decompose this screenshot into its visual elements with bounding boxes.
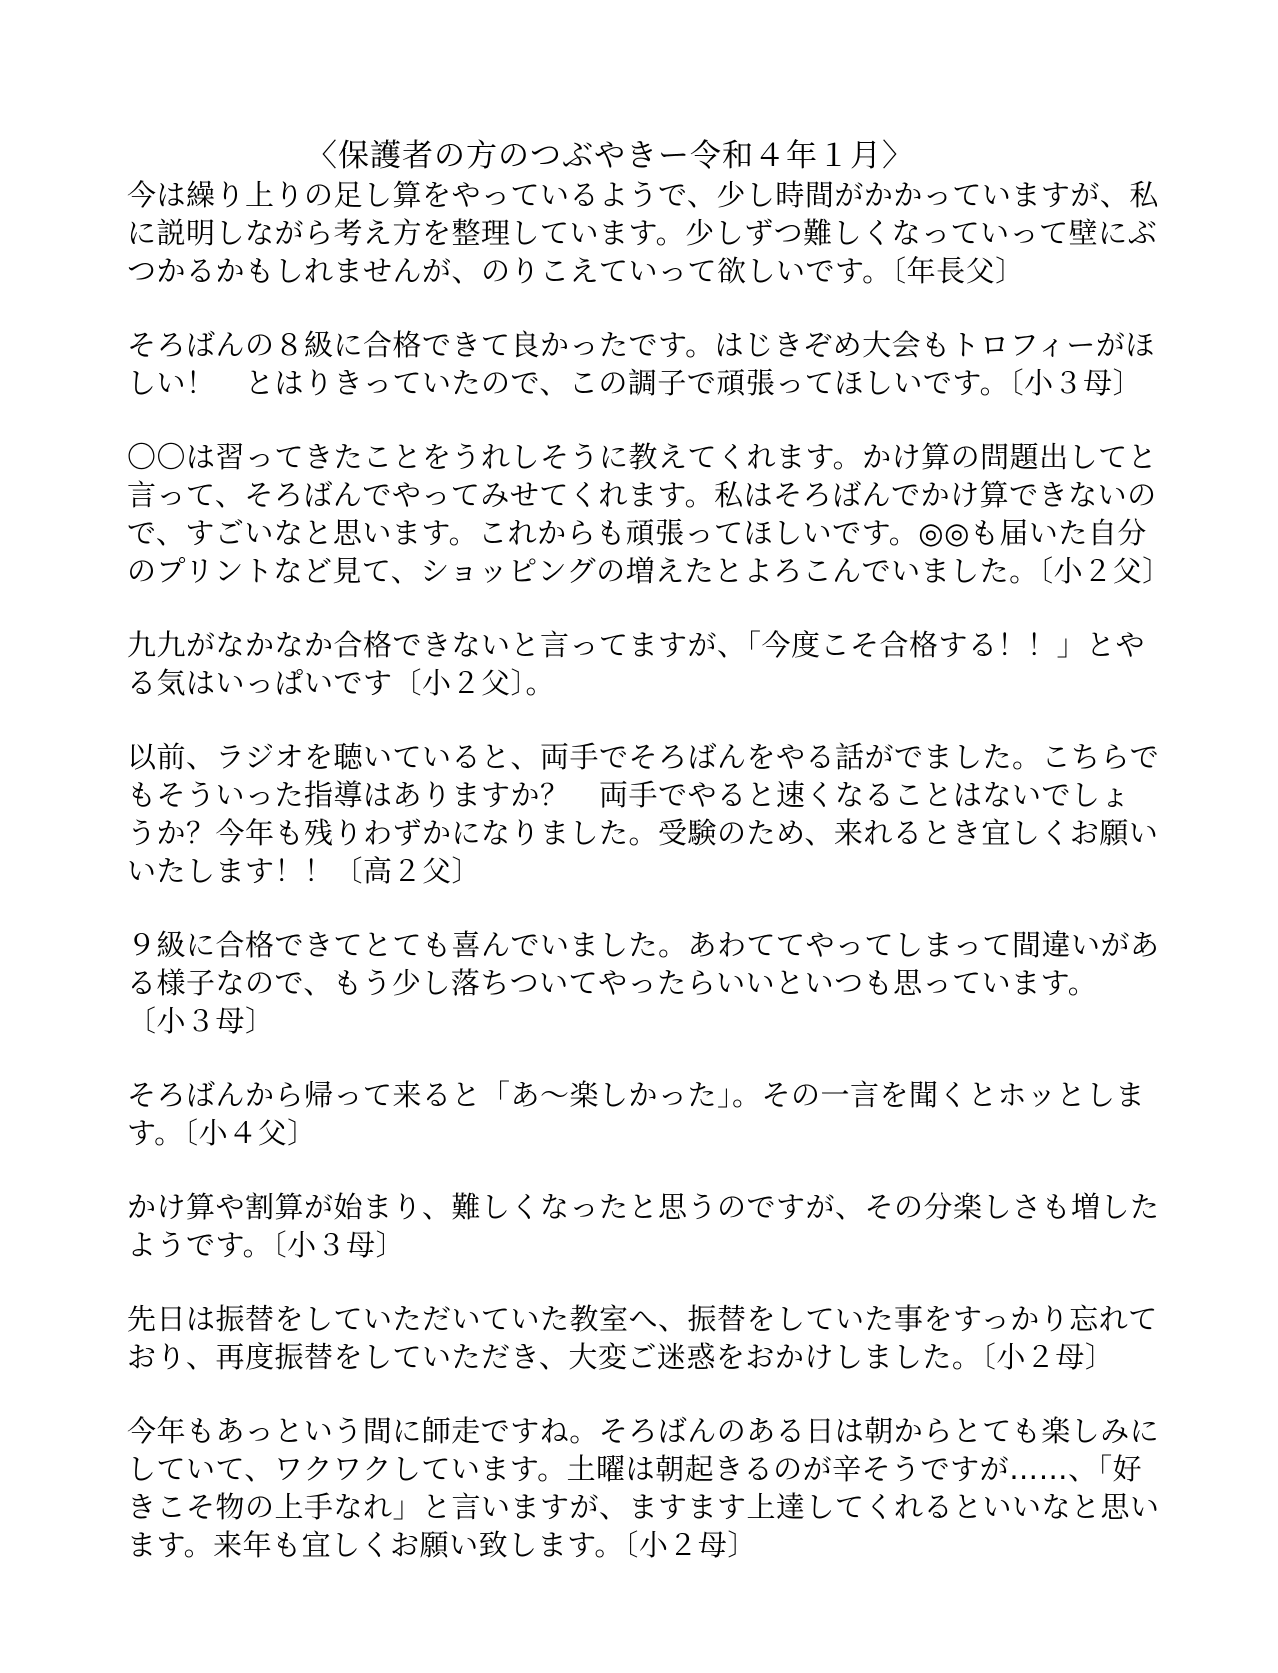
comment-line: 言って、そろばんでやってみせてくれます。私はそろばんでかけ算できないの (127, 478, 1157, 512)
comment-line: かけ算や割算が始まり、難しくなったと思うのですが、その分楽しさも増した (127, 1190, 1160, 1224)
comment-line: おり、再度振替をしていただき、大変ご迷惑をおかけしました。〔小２母〕 (127, 1340, 1115, 1374)
comment-line: に説明しながら考え方を整理しています。少しずつ難しくなっていって壁にぶ (127, 216, 1158, 250)
comment-entry (127, 1188, 1167, 1264)
comment-line: そろばんから帰って来ると「あ～楽しかった」。その一言を聞くとホッとしま (127, 1078, 1146, 1112)
comment-entry (127, 1076, 1167, 1152)
comment-entry (127, 438, 1172, 590)
comment-line: す。〔小４父〕 (127, 1116, 317, 1150)
comment-line: していて、ワクワクしています。土曜は朝起きるのが辛そうですが……、「好 (127, 1452, 1143, 1486)
comment-line: うか？今年も残りわずかになりました。受験のため、来れるとき宜しくお願い (127, 816, 1159, 850)
comments-body (127, 176, 1172, 1600)
comment-entry (127, 626, 1167, 702)
comment-line: ９級に合格できてとても喜んでいました。あわててやってしまって間違いがあ (127, 928, 1160, 962)
comment-entry (127, 926, 1167, 1040)
comment-entry (127, 176, 1167, 290)
comment-line: る気はいっぱいです〔小２父〕。 (127, 666, 556, 700)
comment-entry (127, 1300, 1167, 1376)
comment-line: つかるかもしれませんが、のりこえていって欲しいです。〔年長父〕 (127, 254, 1025, 288)
comment-line: 〔小３母〕 (127, 1004, 275, 1038)
comment-line: 今年もあっという間に師走ですね。そろばんのある日は朝からとても楽しみに (127, 1414, 1160, 1448)
comment-line: しい！ とはりきっていたので、この調子で頑張ってほしいです。〔小３母〕 (127, 366, 1143, 400)
page-title: 〈保護者の方のつぶやきー令和４年１月〉 (306, 138, 914, 174)
comment-line: もそういった指導はありますか？ 両手でやると速くなることはないでしょ (127, 778, 1131, 812)
comment-line: ます。来年も宜しくお願い致します。〔小２母〕 (127, 1528, 757, 1562)
comment-line: 先日は振替をしていただいていた教室へ、振替をしていた事をすっかり忘れて (127, 1302, 1158, 1336)
comment-entry (127, 738, 1167, 890)
comment-line: 九九がなかなか合格できないと言ってますが、「今度こそ合格する！！」とや (127, 628, 1146, 662)
comment-line: のプリントなど見て、ショッピングの増えたとよろこんでいました。〔小２父〕 (127, 554, 1172, 588)
comment-line: いたします！！〔高２父〕 (127, 854, 482, 888)
comment-line: る様子なので、もう少し落ちついてやったらいいといつも思っています。 (127, 966, 1098, 1000)
comment-line: 以前、ラジオを聴いていると、両手でそろばんをやる話がでました。こちらで (127, 740, 1160, 774)
comment-line: 今は繰り上りの足し算をやっているようで、少し時間がかかっていますが、私 (127, 178, 1159, 212)
comment-line: 〇〇は習ってきたことをうれしそうに教えてくれます。かけ算の問題出してと (127, 440, 1158, 474)
comment-entry (127, 1412, 1167, 1564)
comment-line: そろばんの８級に合格できて良かったです。はじきぞめ大会もトロフィーがほ (127, 328, 1155, 362)
comment-line: きこそ物の上手なれ」と言いますが、ますます上達してくれるといいなと思い (127, 1490, 1160, 1524)
comment-line: で、すごいなと思います。これからも頑張ってほしいです。◎◎も届いた自分 (127, 516, 1147, 550)
comment-line: ようです。〔小３母〕 (127, 1228, 406, 1262)
comment-entry (127, 326, 1167, 402)
